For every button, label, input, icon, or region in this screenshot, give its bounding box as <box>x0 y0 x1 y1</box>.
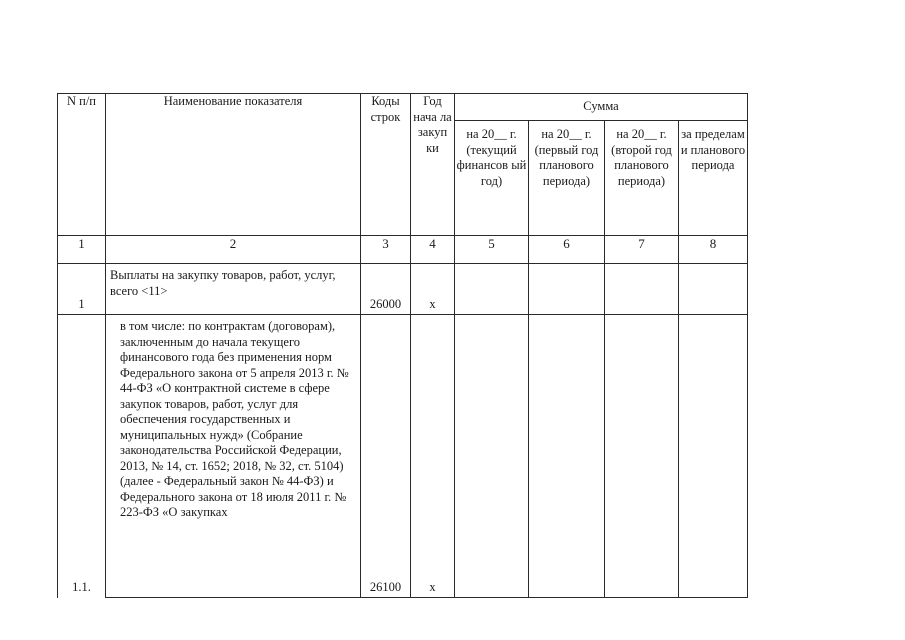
amount-cell <box>455 264 529 315</box>
table-row <box>58 315 748 598</box>
column-number: 7 <box>605 236 679 264</box>
col-header-first-plan-year: на 20__ г. (первый год планового периода) <box>529 121 605 236</box>
row-year: x <box>411 264 455 315</box>
row-number: 1.1. <box>58 315 106 598</box>
header-row-top <box>58 94 748 121</box>
column-number: 1 <box>58 236 106 264</box>
table-row <box>58 264 748 315</box>
col-header-beyond-plan: за пределам и планового периода <box>679 121 748 236</box>
amount-cell <box>529 315 605 598</box>
column-number: 3 <box>361 236 411 264</box>
col-header-sum: Сумма <box>455 94 748 121</box>
column-number-row <box>58 236 748 264</box>
col-header-name: Наименование показателя <box>106 94 361 236</box>
row-name: в том числе: по контрактам (договорам), заключенным до начала текущего финансового года без применения норм Федерального закона от 5 апреля 2013 г. № 44-ФЗ «О контрактной системе в сфере закупок товаров, работ, услуг для обеспечения государственных и муниципальных нужд» (Собрание законодательства Российской Федерации, 2013, № 14, ст. 1652; 2018, № 32, ст. 5104) (далее - Федеральный закон № 44-ФЗ) и Федерального закона от 18 июля 2011 г. № 223-ФЗ «О закупках <box>106 315 361 598</box>
column-number: 6 <box>529 236 605 264</box>
col-header-current-year: на 20__ г. (текущий финансов ый год) <box>455 121 529 236</box>
amount-cell <box>679 315 748 598</box>
col-header-number: N п/п <box>58 94 106 236</box>
row-number: 1 <box>58 264 106 315</box>
col-header-codes: Коды строк <box>361 94 411 236</box>
column-number: 4 <box>411 236 455 264</box>
amount-cell <box>605 264 679 315</box>
amount-cell <box>455 315 529 598</box>
column-number: 5 <box>455 236 529 264</box>
amount-cell <box>605 315 679 598</box>
col-header-second-plan-year: на 20__ г. (второй год планового периода) <box>605 121 679 236</box>
column-number: 2 <box>106 236 361 264</box>
financial-plan-table <box>57 93 748 598</box>
row-code: 26000 <box>361 264 411 315</box>
row-year: x <box>411 315 455 598</box>
amount-cell <box>679 264 748 315</box>
col-header-year: Год нача ла закуп ки <box>411 94 455 236</box>
amount-cell <box>529 264 605 315</box>
column-number: 8 <box>679 236 748 264</box>
row-name: Выплаты на закупку товаров, работ, услуг, всего <11> <box>106 264 361 315</box>
row-code: 26100 <box>361 315 411 598</box>
